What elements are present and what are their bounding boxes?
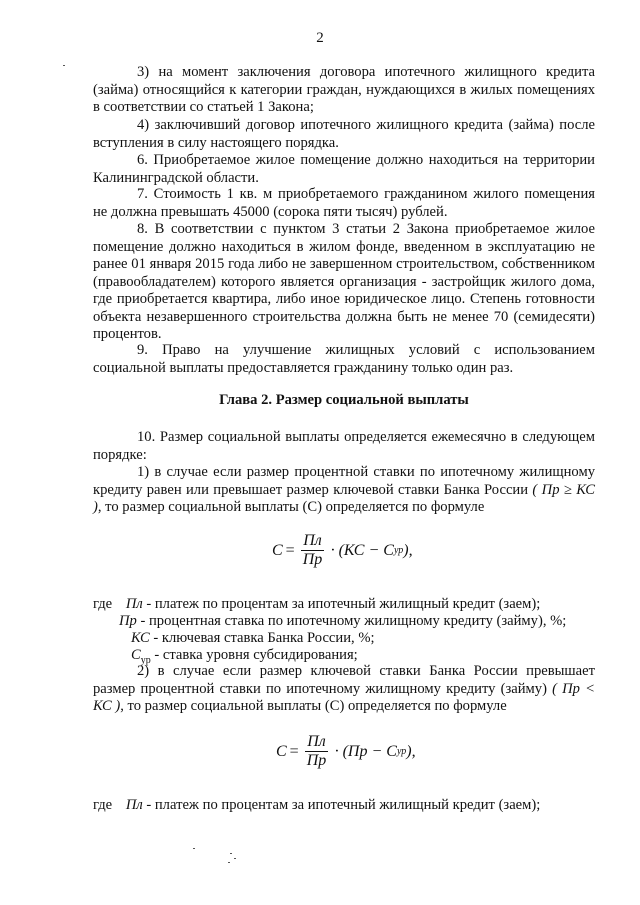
paragraph-text: 4) заключивший договор ипотечного жилищного кредита (займа) после вступления в силу настоящего порядка. xyxy=(93,117,595,151)
formula-fraction xyxy=(301,532,325,569)
paragraph-text: 6. Приобретаемое жилое помещение должно находиться на территории Калининградской области. xyxy=(93,152,595,186)
paragraph-10-2 xyxy=(93,663,595,716)
legend-line-final xyxy=(93,796,540,814)
formula-eq: = xyxy=(289,742,299,760)
legend-line-3 xyxy=(131,629,375,647)
paragraph-text: 8. В соответствии с пунктом 3 статьи 2 Закона приобретаемое жилое помещение должно находиться в жилом фонде, введенном в эксплуатацию не ранее 01 января 2015 года либо не завершенном строительством, собственником (правообладателем) которого является организация - застройщик жилого дома, где приобретается квартира, либо иное юридическое лицо. Степень готовности объекта незавершенного строительства должна быть не менее 70 (семидесяти) процентов. xyxy=(93,221,595,342)
paragraph-text: 10. Размер социальной выплаты определяется ежемесячно в следующем порядке: xyxy=(93,429,595,463)
fraction-numerator: Пл xyxy=(307,733,326,750)
paragraph-text: 3) на момент заключения договора ипотечного жилищного кредита (займа) относящийся к категории граждан, нуждающихся в жилых помещениях в соответствии со статьей 1 Закона; xyxy=(93,64,595,115)
formula-subscript: ур xyxy=(393,545,404,556)
paragraph-3 xyxy=(93,64,595,117)
page-number: 2 xyxy=(316,30,324,46)
legend-prefix: где xyxy=(93,596,116,612)
formula-dot: · xyxy=(330,541,336,559)
paragraph-tail: , то размер социальной выплаты (С) определяется по формуле xyxy=(97,499,485,515)
scan-speck xyxy=(228,862,230,863)
chapter-heading: Глава 2. Размер социальной выплаты xyxy=(219,392,469,408)
legend-symbol: С xyxy=(131,647,141,663)
formula-close: ), xyxy=(403,541,413,559)
paragraph-tail: , то размер социальной выплаты (С) определяется по формуле xyxy=(120,698,507,714)
legend-symbol: Пр xyxy=(119,613,137,629)
formula-close: ), xyxy=(406,742,416,760)
fraction-numerator: Пл xyxy=(303,532,322,549)
legend-subscript: ур xyxy=(140,654,151,666)
legend-symbol: КС xyxy=(131,630,150,646)
formula-eq: = xyxy=(285,541,295,559)
paragraph-6 xyxy=(93,152,595,187)
paragraph-text: 1) в случае если размер процентной ставки по ипотечному жилищному кредиту равен или превышает размер ключевой ставки Банка России xyxy=(93,464,595,498)
scan-speck xyxy=(234,858,236,859)
paragraph-8 xyxy=(93,221,595,344)
legend-line-2 xyxy=(119,612,566,630)
legend-prefix: где xyxy=(93,797,116,813)
formula-lhs: С xyxy=(276,742,287,760)
legend-symbol: Пл xyxy=(125,596,143,612)
legend-text: - процентная ставка по ипотечному жилищному кредиту (займу), %; xyxy=(136,613,567,629)
legend-symbol: Пл xyxy=(125,797,143,813)
legend-line-1 xyxy=(93,595,540,613)
formula-subscript: ур xyxy=(396,746,407,757)
formula-paren: (КС − С xyxy=(338,541,394,559)
formula-fraction xyxy=(305,733,329,770)
paragraph-7 xyxy=(93,186,595,221)
fraction-denominator: Пр xyxy=(302,551,323,568)
paragraph-text: 2) в случае если размер ключевой ставки Банка России превышает размер процентной ставки по ипотечному жилищному кредиту (займу) xyxy=(93,663,595,697)
paragraph-10 xyxy=(93,429,595,464)
condition-text: ( Пр < КС ) xyxy=(93,680,595,714)
legend-text: - ключевая ставка Банка России, %; xyxy=(149,630,375,646)
paragraph-9 xyxy=(93,342,595,377)
scan-speck xyxy=(230,853,232,854)
formula-dot: · xyxy=(334,742,340,760)
condition-text: ( Пр ≥ КС ) xyxy=(93,481,595,515)
paragraph-4 xyxy=(93,117,595,152)
fraction-denominator: Пр xyxy=(306,752,327,769)
formula-1 xyxy=(272,532,413,569)
legend-text: - ставка уровня субсидирования; xyxy=(150,647,358,663)
formula-2 xyxy=(276,733,416,770)
legend-text: - платеж по процентам за ипотечный жилищный кредит (заем); xyxy=(142,596,541,612)
paragraph-text: 9. Право на улучшение жилищных условий с использованием социальной выплаты предоставляется гражданину только один раз. xyxy=(93,342,595,376)
scan-speck xyxy=(63,65,65,66)
formula-lhs: С xyxy=(272,541,283,559)
paragraph-10-1 xyxy=(93,464,595,517)
scan-speck xyxy=(193,848,195,849)
formula-paren: (Пр − С xyxy=(342,742,397,760)
legend-text: - платеж по процентам за ипотечный жилищный кредит (заем); xyxy=(142,797,541,813)
paragraph-text: 7. Стоимость 1 кв. м приобретаемого гражданином жилого помещения не должна превышать 45000 (сорока пяти тысяч) рублей. xyxy=(93,186,595,220)
